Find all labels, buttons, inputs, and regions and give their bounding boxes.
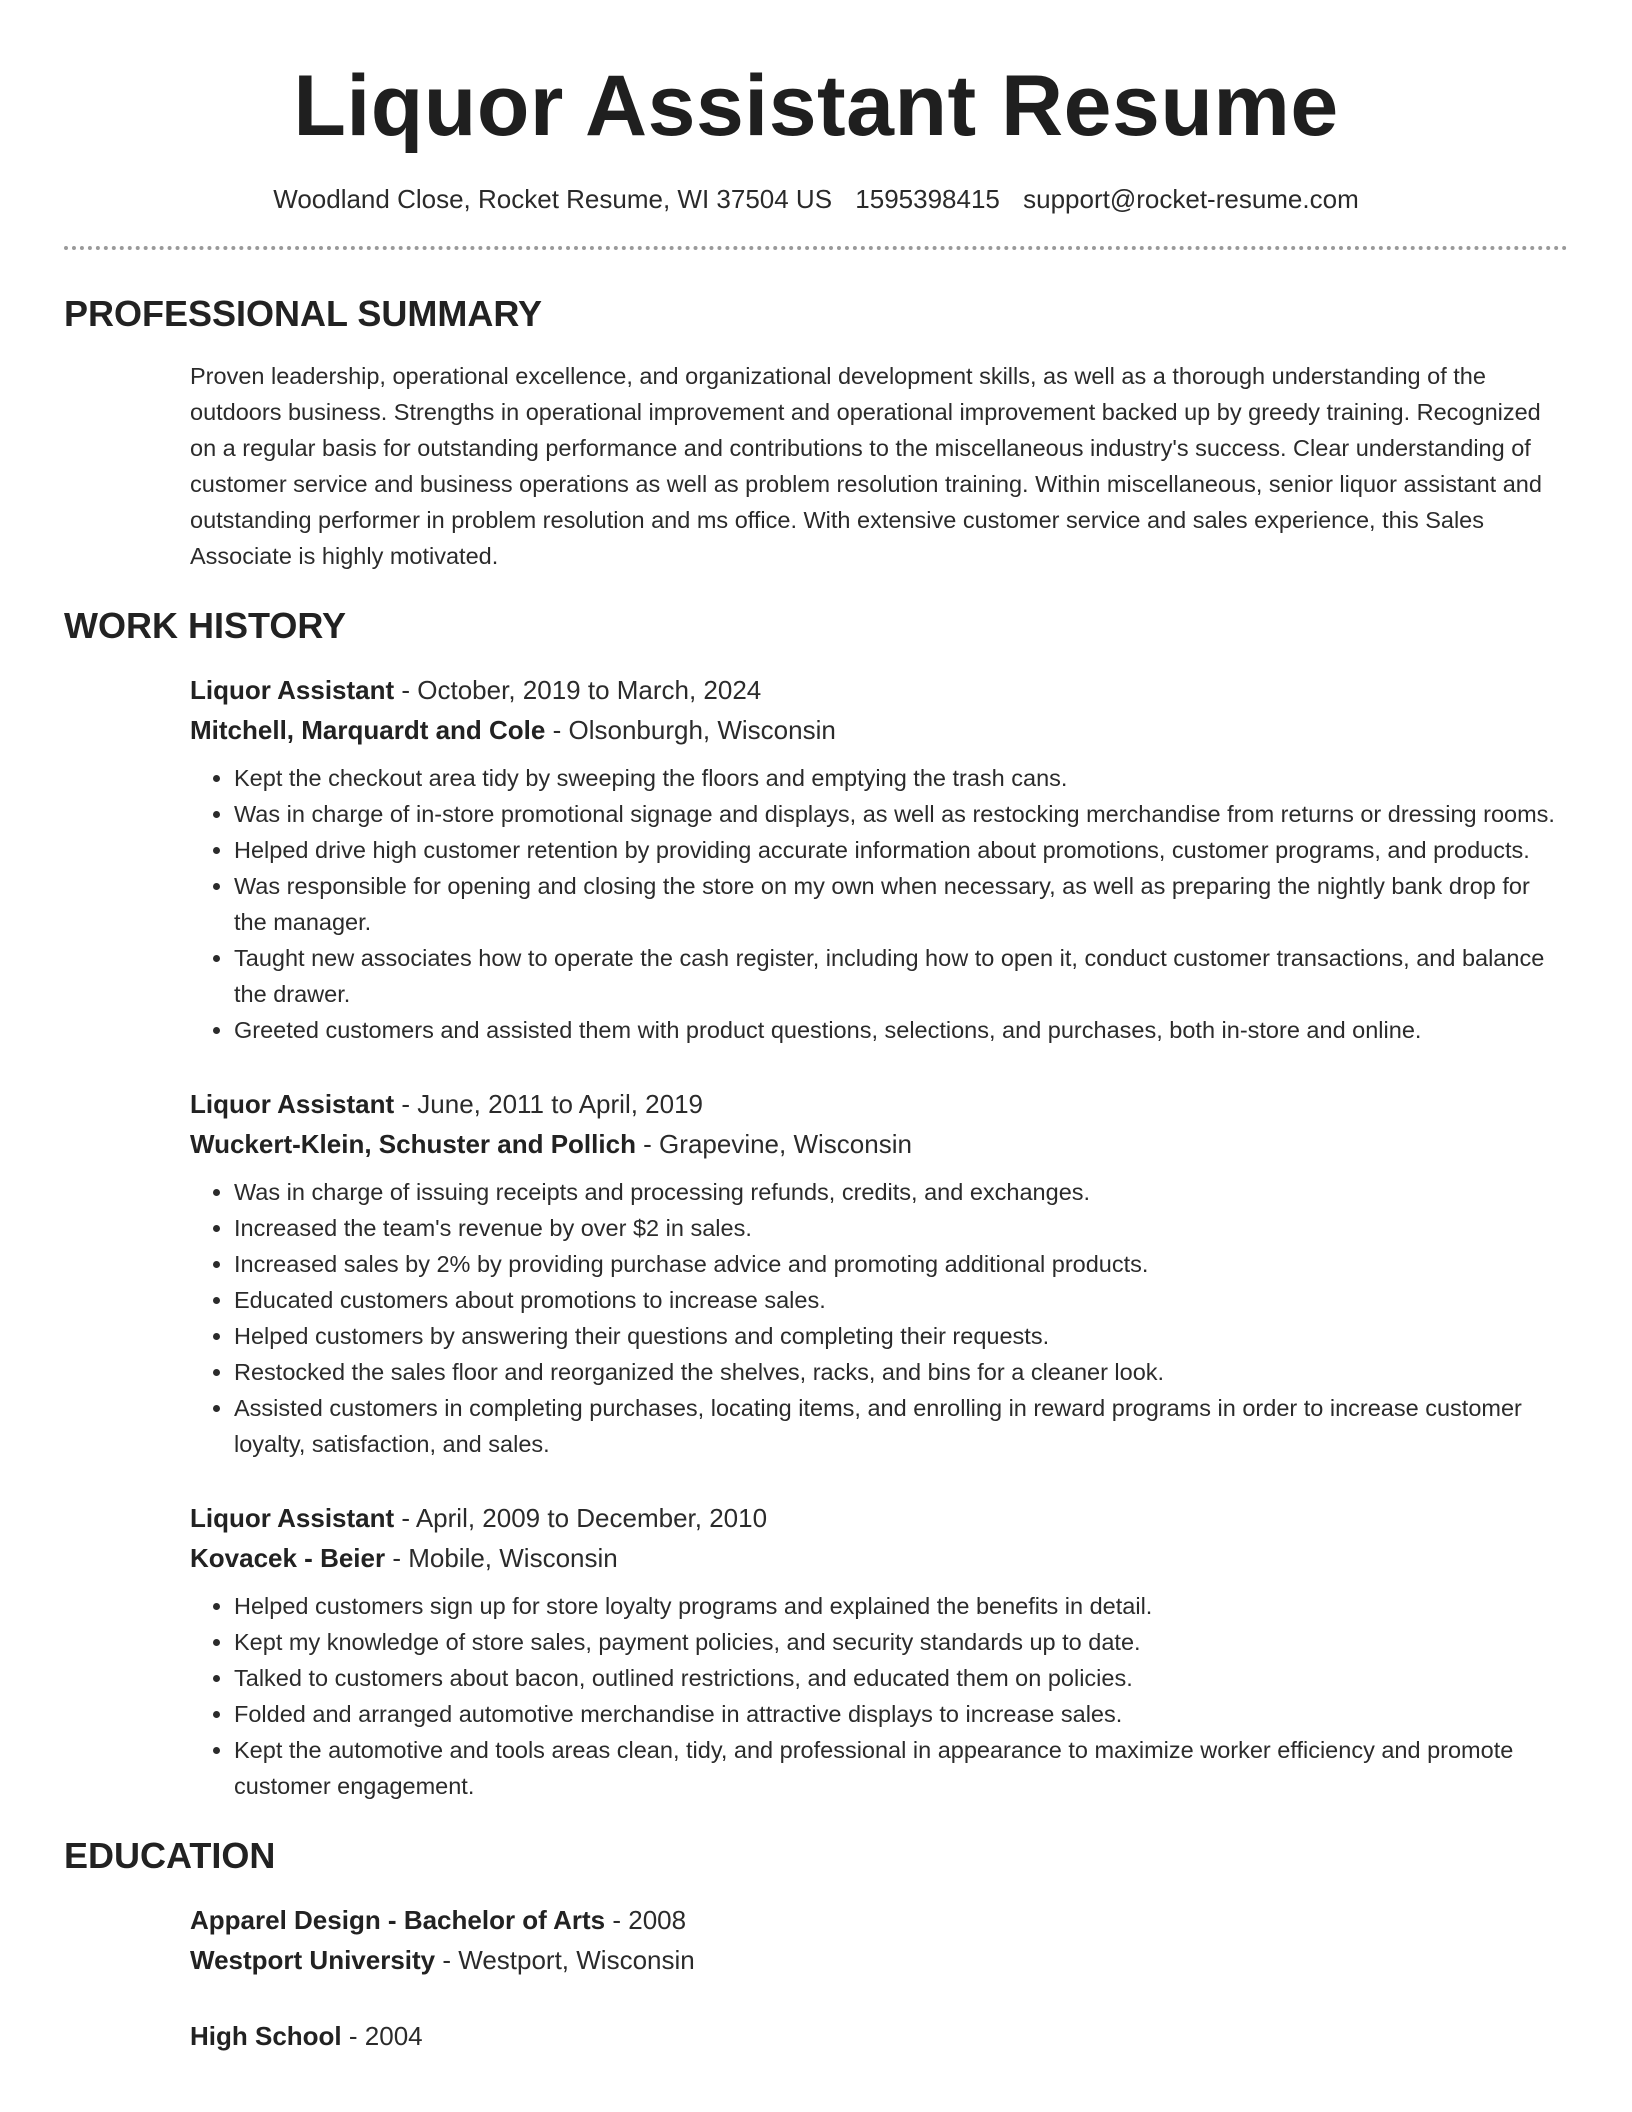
job-duties (190, 1588, 1568, 1804)
job-dates: - April, 2009 to December, 2010 (394, 1503, 768, 1533)
job-location: - Mobile, Wisconsin (385, 1543, 618, 1573)
job-duty-item: • Was in charge of in-store promotional signage and displays, as well as restocking merchandise from returns or dressing rooms. (234, 796, 1568, 832)
school-line (190, 1940, 1568, 1980)
job-location: - Grapevine, Wisconsin (635, 1129, 912, 1159)
job-company-line (190, 710, 1568, 750)
job-duty-item: • Was responsible for opening and closing the store on my own when necessary, as well as preparing the nightly bank drop for the manager. (234, 868, 1568, 940)
school-name: Westport University (190, 1945, 436, 1975)
job-title-line (190, 1498, 1568, 1538)
contact-phone: 1595398415 (855, 184, 1000, 214)
work-history-heading: WORK HISTORY (64, 605, 347, 646)
job-duty-item: • Helped customers by answering their questions and completing their requests. (234, 1318, 1568, 1354)
work-history-list (190, 670, 1568, 1804)
job-duty-item: • Increased the team's revenue by over $2 in sales. (234, 1210, 1568, 1246)
job-location: - Olsonburgh, Wisconsin (545, 715, 836, 745)
contact-line (64, 182, 1568, 216)
contact-address: Woodland Close, Rocket Resume, WI 37504 US (273, 184, 833, 214)
job-duty-item: • Assisted customers in completing purchases, locating items, and enrolling in reward programs in order to increase customer loyalty, satisfaction, and sales. (234, 1390, 1568, 1462)
job-duty-item: • Helped customers sign up for store loyalty programs and explained the benefits in detail. (234, 1588, 1568, 1624)
education-entry (190, 2016, 1568, 2056)
education-list (190, 1900, 1568, 2056)
job-company: Kovacek - Beier (190, 1543, 386, 1573)
job-duty-item: • Talked to customers about bacon, outlined restrictions, and educated them on policies. (234, 1660, 1568, 1696)
job-entry (190, 670, 1568, 1048)
job-company: Mitchell, Marquardt and Cole (190, 715, 546, 745)
job-duty-item: • Folded and arranged automotive merchandise in attractive displays to increase sales. (234, 1696, 1568, 1732)
degree-name: High School (190, 2021, 342, 2051)
job-duty-item: • Kept my knowledge of store sales, payment policies, and security standards up to date. (234, 1624, 1568, 1660)
job-entry (190, 1498, 1568, 1804)
job-duties (190, 1174, 1568, 1462)
resume-page (64, 0, 1568, 2056)
summary-text: Proven leadership, operational excellence, and organizational development skills, as well as a thorough understanding of the outdoors business. Strengths in operational improvement and operational improvement backed up by greedy training. Recognized on a regular basis for outstanding performance and contributions to the miscellaneous industry's success. Clear understanding of customer service and business operations as well as problem resolution training. Within miscellaneous, senior liquor assistant and outstanding performer in problem resolution and ms office. With extensive customer service and sales experience, this Sales Associate is highly motivated. (190, 363, 1542, 569)
school-location: - Westport, Wisconsin (435, 1945, 695, 1975)
contact-email: support@rocket-resume.com (1023, 184, 1359, 214)
job-duty-item: • Was in charge of issuing receipts and processing refunds, credits, and exchanges. (234, 1174, 1568, 1210)
summary-heading: PROFESSIONAL SUMMARY (64, 293, 543, 334)
job-role: Liquor Assistant (190, 1089, 395, 1119)
job-dates: - October, 2019 to March, 2024 (394, 675, 762, 705)
header-divider (64, 246, 1568, 250)
degree-year: - 2008 (605, 1905, 687, 1935)
degree-name: Apparel Design - Bachelor of Arts (190, 1905, 606, 1935)
job-duty-item: • Kept the checkout area tidy by sweeping the floors and emptying the trash cans. (234, 760, 1568, 796)
job-company-line (190, 1538, 1568, 1578)
job-company: Wuckert-Klein, Schuster and Pollich (190, 1129, 636, 1159)
job-role: Liquor Assistant (190, 1503, 395, 1533)
job-duty-item: • Greeted customers and assisted them with product questions, selections, and purchases, both in-store and online. (234, 1012, 1568, 1048)
job-duty-item: • Restocked the sales floor and reorganized the shelves, racks, and bins for a cleaner look. (234, 1354, 1568, 1390)
degree-line (190, 2016, 1568, 2056)
job-duty-item: • Increased sales by 2% by providing purchase advice and promoting additional products. (234, 1246, 1568, 1282)
job-duty-item: • Kept the automotive and tools areas clean, tidy, and professional in appearance to maximize worker efficiency and promote customer engagement. (234, 1732, 1568, 1804)
education-heading: EDUCATION (64, 1835, 276, 1876)
job-title-line (190, 1084, 1568, 1124)
job-company-line (190, 1124, 1568, 1164)
job-dates: - June, 2011 to April, 2019 (394, 1089, 704, 1119)
job-role: Liquor Assistant (190, 675, 395, 705)
job-title-line (190, 670, 1568, 710)
job-duties (190, 760, 1568, 1048)
job-duty-item: • Educated customers about promotions to increase sales. (234, 1282, 1568, 1318)
job-duty-item: • Taught new associates how to operate the cash register, including how to open it, conduct customer transactions, and balance the drawer. (234, 940, 1568, 1012)
degree-line (190, 1900, 1568, 1940)
job-duty-item: • Helped drive high customer retention by providing accurate information about promotions, customer programs, and products. (234, 832, 1568, 868)
degree-year: - 2004 (341, 2021, 423, 2051)
resume-title: Liquor Assistant Resume (293, 58, 1339, 154)
job-entry (190, 1084, 1568, 1462)
education-entry (190, 1900, 1568, 1980)
